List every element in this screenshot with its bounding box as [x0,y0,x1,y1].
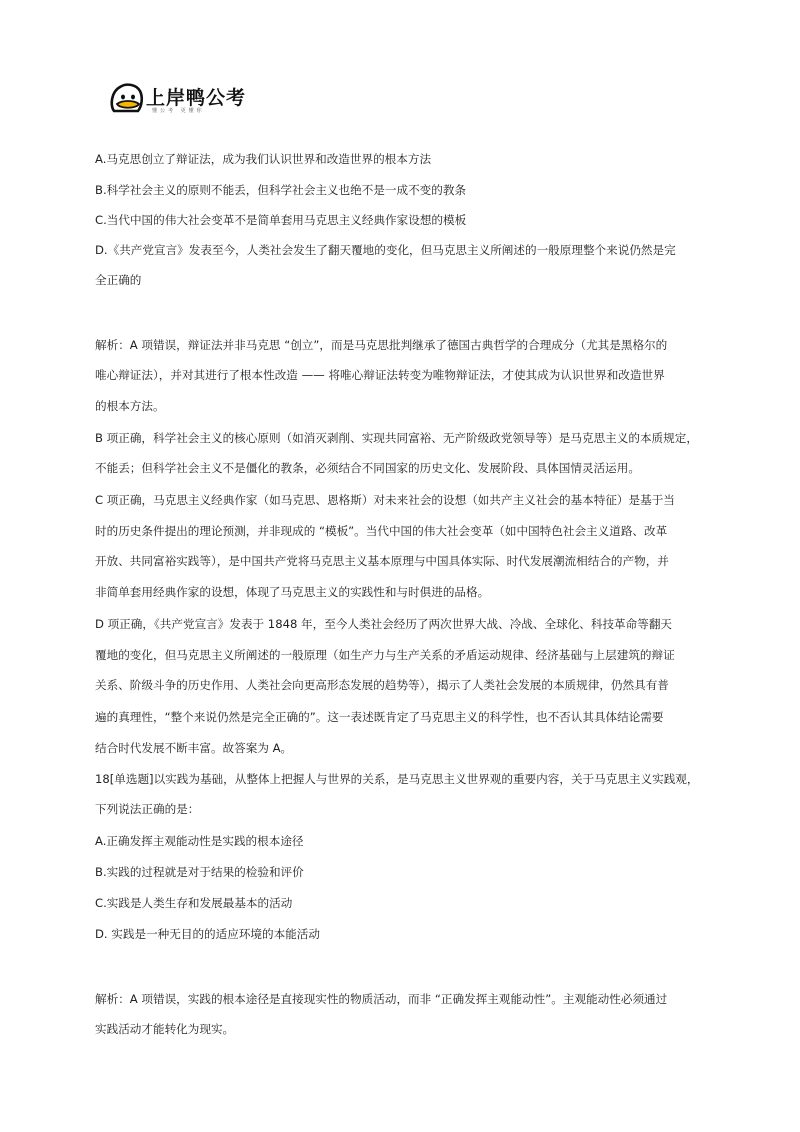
option-d-cont: 全正确的 [95,273,142,287]
analysis-text: 解析：A 项错误，辩证法并非马克思 “创立”，而是马克思批判继承了德国古典哲学的合理成分（尤其是黑格尔的 [95,338,668,352]
option-b: B.科学社会主义的原则不能丢，但科学社会主义也绝不是一成不变的教条 [95,183,467,197]
brand-name: 上岸鸭公考 [146,87,247,109]
analysis-text: 唯心辩证法），并对其进行了根本性改造 —— 将唯心辩证法转变为唯物辩证法，才使其成为认识世界和改造世界 [95,368,665,382]
analysis-text: 关系、阶级斗争的历史作用、人类社会向更高形态发展的趋势等），揭示了人类社会发展的本质规律，仍然具有普 [95,678,669,692]
analysis-text: 的根本方法。 [95,399,165,413]
brand-slogan: 懂公考 更懂你 [152,108,205,114]
brand-logo [108,78,258,118]
question-stem: 18[单选题]以实践为基础，从整体上把握人与世界的关系，是马克思主义世界观的重要内容，关于马克思主义实践观， [95,772,699,786]
analysis-text: 时的历史条件提出的理论预测，并非现成的 “模板”。当代中国的伟大社会变革（如中国特色社会主义道路、改革 [95,524,668,538]
question-stem: 下列说法正确的是： [95,802,200,816]
analysis-text: 结合时代发展不断丰富。故答案为 A。 [95,741,293,755]
analysis-text: 非简单套用经典作家的设想，体现了马克思主义的实践性和与时俱进的品格。 [95,585,490,599]
duck-icon [108,78,148,118]
option-a: A.正确发挥主观能动性是实践的根本途径 [95,834,304,848]
analysis-text: B 项正确，科学社会主义的核心原则（如消灭剥削、实现共同富裕、无产阶级政党领导等）是马克思主义的本质规定， [95,431,698,445]
option-a: A.马克思创立了辩证法，成为我们认识世界和改造世界的根本方法 [95,152,432,166]
option-c: C.当代中国的伟大社会变革不是简单套用马克思主义经典作家设想的模板 [95,213,467,227]
option-b: B.实践的过程就是对于结果的检验和评价 [95,865,304,879]
option-d: D.《共产党宣言》发表至今，人类社会发生了翻天覆地的变化，但马克思主义所阐述的一般原理整个来说仍然是完 [95,243,676,257]
analysis-text: D 项正确，《共产党宣言》发表于 1848 年，至今人类社会经历了两次世界大战、冷战、全球化、科技革命等翻天 [95,617,673,631]
option-c: C.实践是人类生存和发展最基本的活动 [95,896,293,910]
analysis-text: 覆地的变化，但马克思主义所阐述的一般原理（如生产力与生产关系的矛盾运动规律、经济基础与上层建筑的辩证 [95,648,675,662]
option-d: D. 实践是一种无目的的适应环境的本能活动 [95,927,320,941]
analysis-text: 解析：A 项错误，实践的根本途径是直接现实性的物质活动，而非 “正确发挥主观能动性”。主观能动性必须通过 [95,992,668,1006]
analysis-text: 不能丢；但科学社会主义不是僵化的教条，必须结合不同国家的历史文化、发展阶段、具体国情灵活运用。 [95,461,640,475]
analysis-text: C 项正确，马克思主义经典作家（如马克思、恩格斯）对未来社会的设想（如共产主义社会的基本特征）是基于当 [95,493,675,507]
analysis-text: 开放、共同富裕实践等），是中国共产党将马克思主义基本原理与中国具体实际、时代发展潮流相结合的产物，并 [95,554,669,568]
analysis-text: 遍的真理性，“整个来说仍然是完全正确的”。这一表述既肯定了马克思主义的科学性，也不否认其具体结论需要 [95,710,664,724]
analysis-text: 实践活动才能转化为现实。 [95,1022,235,1036]
